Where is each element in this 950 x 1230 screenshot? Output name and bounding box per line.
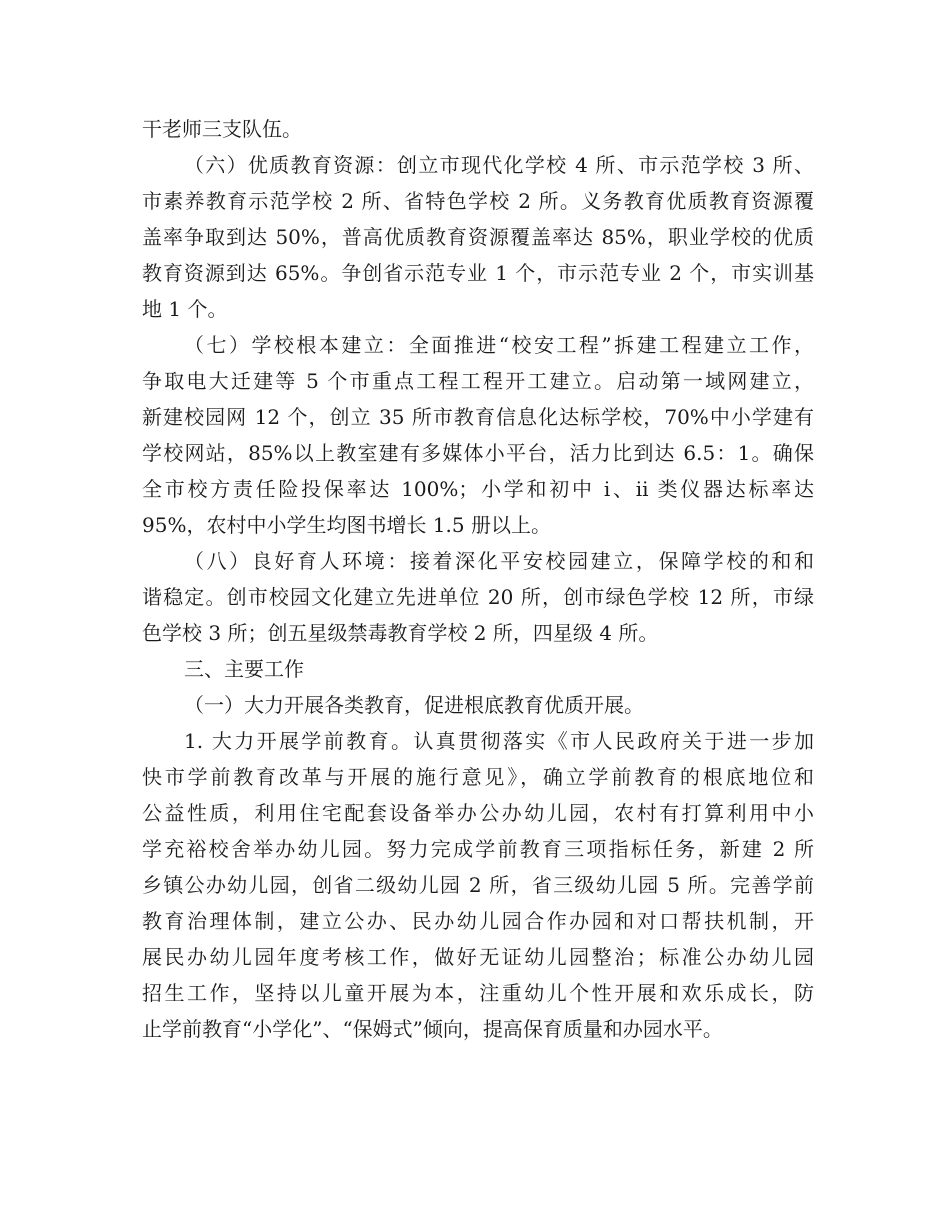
text-line: 争取电大迁建等 5 个市重点工程工程开工建立。启动第一域网建立， <box>142 369 814 393</box>
text-line: 止学前教育“小学化”、“保姆式”倾向，提高保育质量和办园水平。 <box>142 1017 723 1041</box>
text-line: 地 1 个。 <box>142 297 228 321</box>
text-line: 干老师三支队伍。 <box>142 117 302 141</box>
text-line: 快市学前教育改革与开展的施行意见》，确立学前教育的根底地位和 <box>142 765 814 789</box>
text-line: （七）学校根本建立：全面推进“校安工程”拆建工程建立工作， <box>184 333 814 357</box>
text-line: 公益性质，利用住宅配套设备举办公办幼儿园，农村有打算利用中小 <box>142 801 814 825</box>
section-heading: 三、主要工作 <box>184 657 304 681</box>
document-body <box>142 111 814 1047</box>
text-line: （八）良好育人环境：接着深化平安校园建立，保障学校的和和 <box>184 549 814 573</box>
text-line: 全市校方责任险投保率达 100%；小学和初中 i、ii 类仪器达标率达 <box>142 477 814 501</box>
text-line: 盖率争取到达 50%，普高优质教育资源覆盖率达 85%，职业学校的优质 <box>142 225 814 249</box>
text-line: 95%，农村中小学生均图书增长 1.5 册以上。 <box>142 513 551 537</box>
text-line: （六）优质教育资源：创立市现代化学校 4 所、市示范学校 3 所、 <box>184 153 814 177</box>
text-line: 展民办幼儿园年度考核工作，做好无证幼儿园整治；标准公办幼儿园 <box>142 945 814 969</box>
text-line: 新建校园网 12 个，创立 35 所市教育信息化达标学校，70%中小学建有 <box>142 405 814 429</box>
text-line: 谐稳定。创市校园文化建立先进单位 20 所，创市绿色学校 12 所，市绿 <box>142 585 814 609</box>
text-line: 学充裕校舍举办幼儿园。努力完成学前教育三项指标任务，新建 2 所 <box>142 837 814 861</box>
text-line: 教育治理体制，建立公办、民办幼儿园合作办园和对口帮扶机制，开 <box>142 909 814 933</box>
text-line: 教育资源到达 65%。争创省示范专业 1 个，市示范专业 2 个，市实训基 <box>142 261 814 285</box>
text-line: 1. 大力开展学前教育。认真贯彻落实《市人民政府关于进一步加 <box>184 729 814 753</box>
text-line: 色学校 3 所；创五星级禁毒教育学校 2 所，四星级 4 所。 <box>142 621 659 645</box>
text-line: 学校网站，85%以上教室建有多媒体小平台，活力比到达 6.5：1。确保 <box>142 441 814 465</box>
text-line: 招生工作，坚持以儿童开展为本，注重幼儿个性开展和欢乐成长，防 <box>142 981 814 1005</box>
text-line: 乡镇公办幼儿园，创省二级幼儿园 2 所，省三级幼儿园 5 所。完善学前 <box>142 873 814 897</box>
subsection-heading: （一）大力开展各类教育，促进根底教育优质开展。 <box>184 693 644 717</box>
text-line: 市素养教育示范学校 2 所、省特色学校 2 所。义务教育优质教育资源覆 <box>142 189 814 213</box>
